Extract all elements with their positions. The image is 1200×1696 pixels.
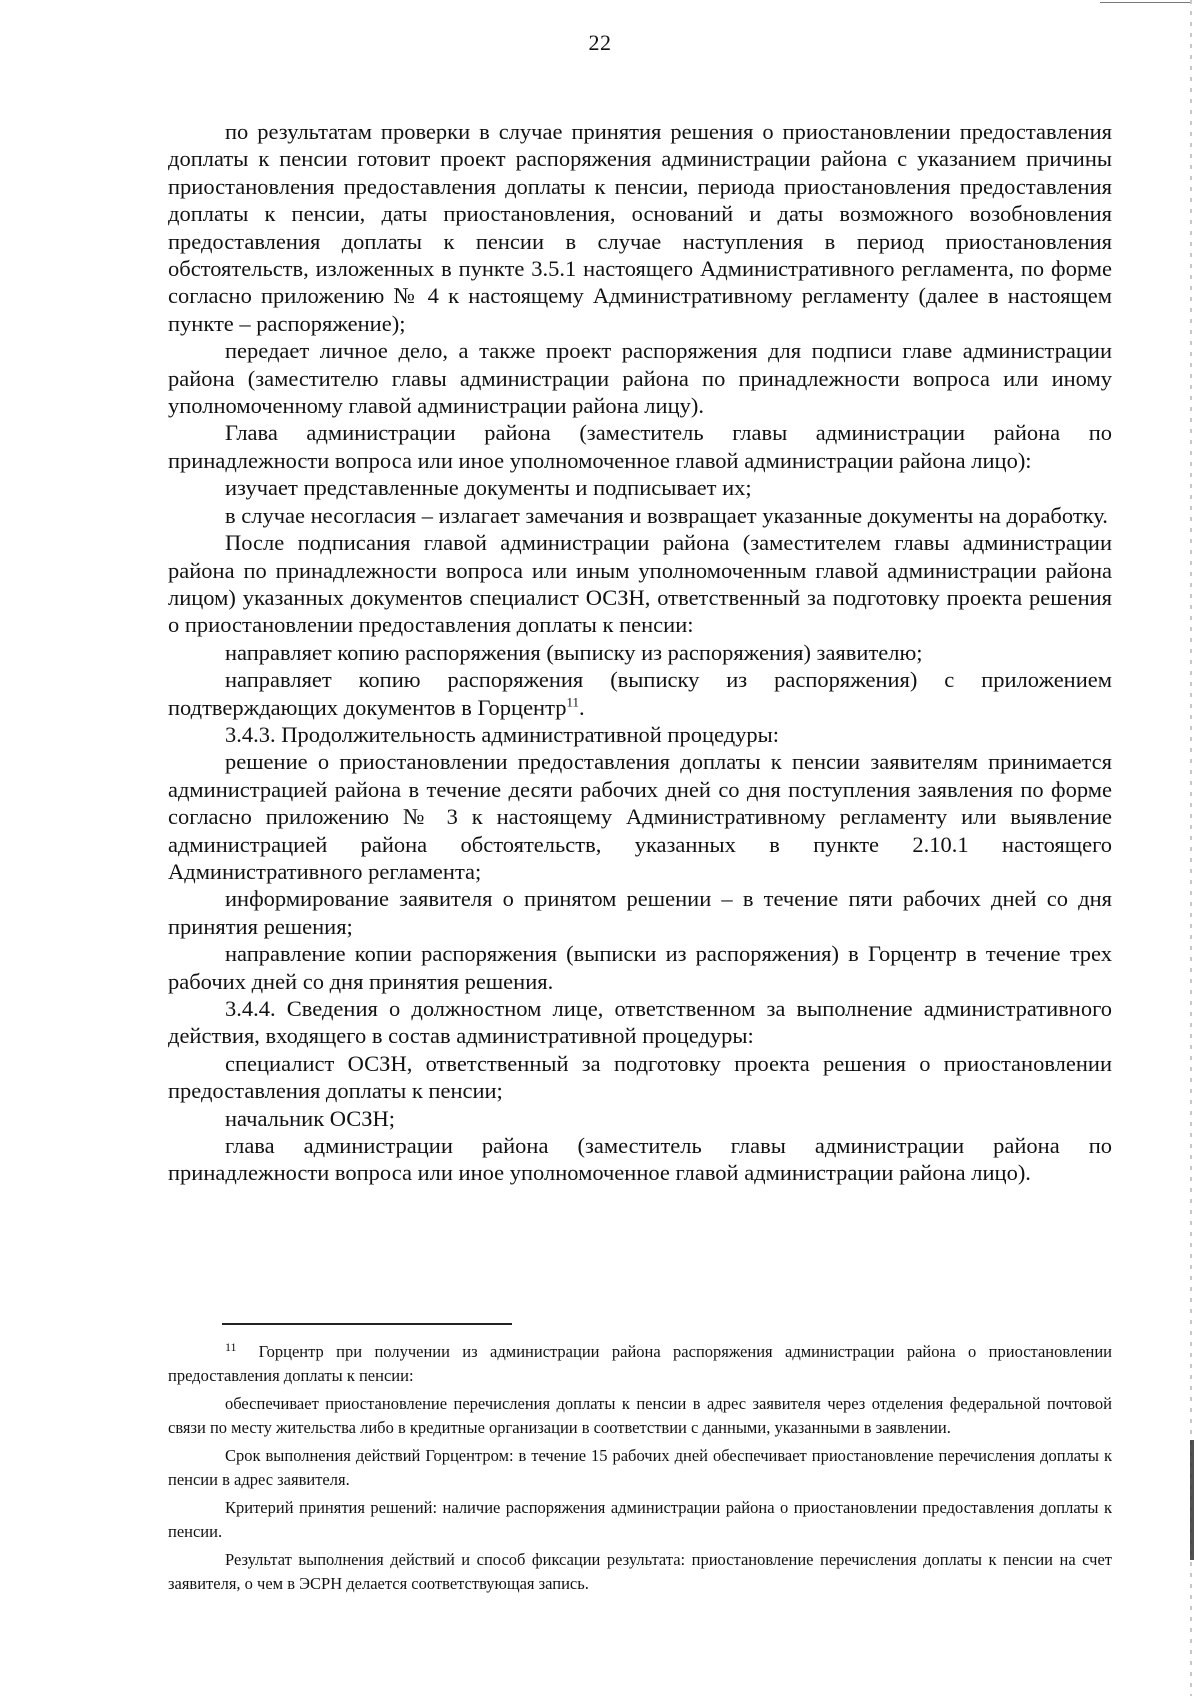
paragraph-text: направляет копию распоряжения (выписку из распоряжения) с приложением подтверждающих документов в Горцентр	[168, 667, 1112, 720]
paragraph: После подписания главой администрации района (заместителем главы администрации района по принадлежности вопроса или иным уполномоченным главой администрации района лицом) указанных документов специалист ОСЗН, ответственный за подготовку проекта решения о приостановлении предоставления доплаты к пенсии:	[168, 530, 1112, 638]
footnote-paragraph	[168, 1340, 1112, 1387]
paragraph: специалист ОСЗН, ответственный за подготовку проекта решения о приостановлении предоставления доплаты к пенсии;	[168, 1050, 1112, 1104]
paragraph: информирование заявителя о принятом решении – в течение пяти рабочих дней со дня принятия решения;	[168, 886, 1112, 939]
section-heading: 3.4.3. Продолжительность административной процедуры:	[225, 721, 780, 747]
paragraph: решение о приостановлении предоставления доплаты к пенсии заявителям принимается администрацией района в течение десяти рабочих дней со дня поступления заявления по форме согласно приложению № 3 к настоящему Административному регламенту или выявление администрацией района обстоятельств, указанных в пункте 2.10.1 настоящего Административного регламента;	[168, 749, 1112, 884]
paragraph-tail: .	[578, 694, 585, 720]
paragraph: изучает представленные документы и подписывает их;	[225, 475, 752, 501]
paragraph: передает личное дело, а также проект распоряжения для подписи главе администрации района (заместителю главы администрации района по принадлежности вопроса или иному уполномоченному главой администрации района лицу).	[168, 338, 1112, 419]
paragraph: направление копии распоряжения (выписки из распоряжения) в Горцентр в течение трех рабочих дней со дня принятия решения.	[168, 941, 1112, 994]
footnote-paragraph: обеспечивает приостановление перечисления доплаты к пенсии в адрес заявителя через отделения федеральной почтовой связи по месту жительства либо в кредитные организации в соответствии с данными, указанными в заявлении.	[168, 1394, 1112, 1437]
footnote-reference[interactable]: 11	[566, 694, 579, 710]
paragraph: по результатам проверки в случае принятия решения о приостановлении предоставления доплаты к пенсии готовит проект распоряжения администрации района с указанием причины приостановления предоставления доплаты к пенсии, периода приостановления предоставления доплаты к пенсии, даты приостановления, оснований и даты возможного возобновления предоставления доплаты к пенсии в случае наступления в период приостановления обстоятельств, изложенных в пункте 3.5.1 настоящего Административного регламента, по форме согласно приложению № 4 к настоящему Административному регламенту (далее в настоящем пункте – распоряжение);	[168, 119, 1112, 336]
footnote-separator	[222, 1323, 512, 1325]
paragraph: начальник ОСЗН;	[225, 1105, 396, 1131]
page-number: 22	[588, 30, 612, 55]
footnote-paragraph: Срок выполнения действий Горцентром: в течение 15 рабочих дней обеспечивает приостановление перечисления доплаты к пенсии в адрес заявителя.	[168, 1446, 1112, 1489]
footnote-mark: 11	[225, 1339, 237, 1354]
paragraph: глава администрации района (заместитель главы администрации района по принадлежности вопроса или иное уполномоченное главой администрации района лицо).	[168, 1133, 1112, 1186]
footnote-paragraph: Результат выполнения действий и способ фиксации результата: приостановление перечисления доплаты к пенсии на счет заявителя, о чем в ЭСРН делается соответствующая запись.	[168, 1550, 1112, 1593]
footnote-paragraph: Критерий принятия решений: наличие распоряжения администрации района о приостановлении предоставления доплаты к пенсии.	[168, 1498, 1112, 1541]
footnote-text: Горцентр при получении из администрации района распоряжения администрации района о приостановлении предоставления доплаты к пенсии:	[168, 1342, 1112, 1385]
paragraph-with-footnote	[168, 666, 1112, 721]
footnotes	[168, 1340, 1112, 1600]
document-body	[168, 118, 1112, 1187]
paragraph: в случае несогласия – излагает замечания и возвращает указанные документы на доработку.	[225, 502, 1108, 528]
paragraph: направляет копию распоряжения (выписку из распоряжения) заявителю;	[225, 639, 923, 665]
paragraph: Глава администрации района (заместитель главы администрации района по принадлежности вопроса или иное уполномоченное главой администрации района лицо):	[168, 420, 1112, 473]
scan-artifact-top	[1100, 2, 1190, 3]
section-heading: 3.4.4. Сведения о должностном лице, ответственном за выполнение административного действия, входящего в состав административной процедуры:	[168, 996, 1112, 1049]
scan-artifact-mark	[1190, 1440, 1194, 1560]
